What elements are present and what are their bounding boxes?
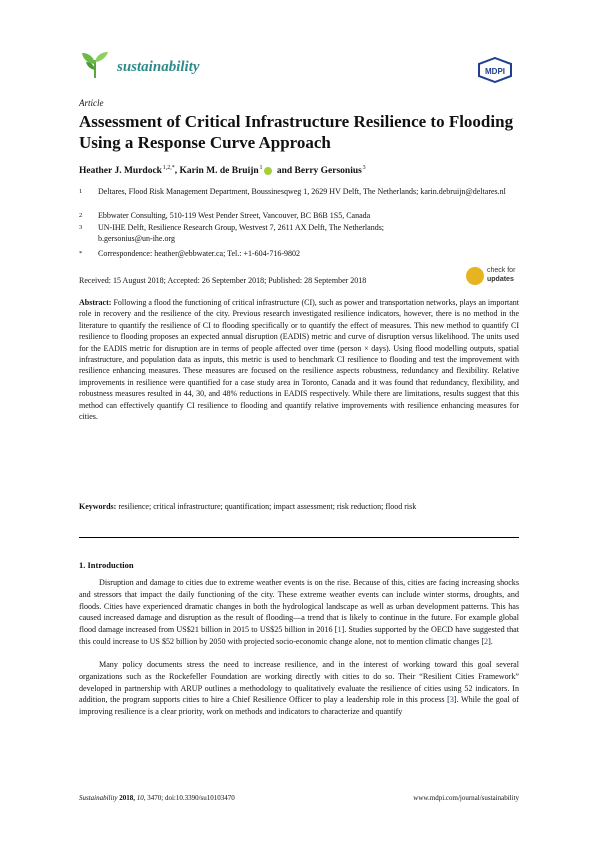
section-heading: 1. Introduction bbox=[79, 560, 134, 570]
mdpi-logo[interactable] bbox=[477, 57, 513, 83]
author-list bbox=[79, 165, 366, 176]
author-sup: 3 bbox=[362, 165, 366, 171]
affiliation bbox=[79, 210, 519, 222]
check-updates-icon bbox=[466, 267, 484, 285]
author-name[interactable]: Heather J. Murdock bbox=[79, 166, 162, 177]
paragraph-text: Disruption and damage to cities due to extreme weather events is on the rise. Because of this, cities are facing increasing shocks and stressors that impact the daily functioning of the city. These extreme weather events can include winter storms, droughts, and floods. Cities have experienced dramatic changes in both the hydrological landscape as well as urban development patterns. This has caused increased damage and disruption as the result of flooding—a trend that is likely to continue in the future. For example global flood damage increased from US$21 billion in 2015 to US$25 billion in 2016 [ bbox=[79, 578, 519, 634]
footer-citation bbox=[79, 794, 235, 802]
affiliation-number: * bbox=[79, 250, 83, 257]
paragraph-text: ]. bbox=[488, 636, 493, 646]
check-updates-line1: check for bbox=[487, 267, 516, 274]
author-name[interactable]: Karin M. de Bruijn bbox=[179, 166, 259, 177]
affiliation-number: 1 bbox=[79, 188, 83, 195]
mdpi-logo-text: MDPI bbox=[485, 67, 505, 76]
footer-volume: 10, bbox=[136, 794, 146, 802]
citation-link[interactable]: 1 bbox=[337, 625, 342, 634]
check-for-updates-badge[interactable] bbox=[466, 265, 520, 289]
check-updates-line2: updates bbox=[487, 276, 514, 283]
article-title: Assessment of Critical Infrastructure Resilience to Flooding Using a Response Curve Approach bbox=[79, 112, 514, 152]
keywords bbox=[79, 501, 519, 512]
citation-link[interactable]: 3 bbox=[449, 695, 454, 705]
footer-journal: Sustainability bbox=[79, 794, 118, 802]
abstract-label: Abstract: bbox=[79, 298, 112, 307]
paragraph-text: ]. Studies supported by the OECD have suggested that this could increase to US $52 billion by 2050 with projected socio-economic change alone, not to mention climatic changes [ bbox=[79, 625, 519, 646]
orcid-icon[interactable] bbox=[264, 167, 272, 175]
affiliation-number: 2 bbox=[79, 212, 83, 219]
journal-name[interactable]: sustainability bbox=[117, 59, 200, 75]
author-sup: 1 bbox=[259, 165, 263, 171]
footer-year: 2018, bbox=[117, 794, 137, 802]
affiliation-number: 3 bbox=[79, 224, 83, 231]
abstract bbox=[79, 297, 519, 422]
abstract-text: Following a flood the functioning of critical infrastructure (CI), such as power and transportation networks, plays an important role in recovery and the resilience of the city. Previous research investigated resilience indicators, however, there is no method in the literature to quantify the resilience of CI to flooding specifically or to quantify the effect of measures. This new method to quantify CI resilience to flooding proposes an expected annual disruption (EADIS) metric and curve of disruption versus likelihood. The units used for the EADIS metric for disruption are in terms of people affected over time (person × days). Using flood modelling outputs, spatial infrastructure, and population data as inputs, this metric is used to benchmark CI resilience to flooding and test the improvement with resilience enhancing measures. These measures are focused on the resilience aspects robustness, redundancy and flexibility. Relative improvements in resilience were quantified for a case study area in Toronto, Canada and it was found that redundancy, flexibility, and robustness measures resulted in 44, 30, and 48% reductions in EADIS respectively. While there are limitations, results suggest that this method can effectively quantify CI resilience to flooding and quantify relative improvements with resilience enhancing measures for cities. bbox=[79, 298, 520, 422]
author-name[interactable]: Berry Gersonius bbox=[294, 166, 362, 177]
paragraph bbox=[79, 577, 519, 648]
paragraph bbox=[79, 659, 519, 718]
article-type: Article bbox=[79, 98, 104, 108]
section-divider bbox=[79, 537, 519, 538]
author-separator: , bbox=[174, 166, 180, 177]
author-sup: 1,2,* bbox=[162, 165, 175, 171]
affiliation-text: Correspondence: heather@ebbwater.ca; Tel.: +1-604-716-9802 bbox=[98, 249, 300, 258]
affiliation bbox=[79, 186, 519, 210]
correspondence bbox=[79, 248, 519, 260]
keywords-text: resilience; critical infrastructure; quantification; impact assessment; risk reduction; flood risk bbox=[118, 502, 417, 511]
affiliation bbox=[79, 222, 519, 246]
footer-doi: 3470; doi:10.3390/su10103470 bbox=[145, 794, 235, 802]
affiliation-text: Deltares, Flood Risk Management Department, Boussinesqweg 1, 2629 HV Delft, The Netherlands; karin.debruijn@deltares.nl bbox=[98, 187, 506, 196]
citation-link[interactable]: 2 bbox=[484, 636, 489, 646]
author-separator: and bbox=[274, 166, 295, 177]
footer-url[interactable]: www.mdpi.com/journal/sustainability bbox=[413, 794, 519, 802]
publication-dates: Received: 15 August 2018; Accepted: 26 September 2018; Published: 28 September 2018 bbox=[79, 276, 367, 285]
affiliation-text: UN-IHE Delft, Resilience Research Group, Westvest 7, 2611 AX Delft, The Netherlands; b.gersonius@un-ihe.org bbox=[98, 223, 385, 243]
affiliation-text: Ebbwater Consulting, 510-119 West Pender Street, Vancouver, BC B6B 1S5, Canada bbox=[98, 211, 371, 220]
leaf-sprout-icon bbox=[80, 50, 110, 80]
paragraph-text: ]. While the goal of improving resilience is a clear priority, work on methods and indicators to characterize and quantify bbox=[79, 695, 519, 716]
keywords-label: Keywords: bbox=[79, 502, 117, 511]
paragraph-text: Many policy documents stress the need to increase resilience, and in the interest of working toward this goal several organizations such as the Rockefeller Foundation are working directly with cities to do so. Their “Resilient Cities Framework” developed in partnership with ARUP outlines a methodology to qualitatively evaluate the resilience of cities using 52 indicators. In addition, the program supports cities to hire a Chief Resilience Officer to play a leadership role in this process [ bbox=[79, 660, 519, 705]
